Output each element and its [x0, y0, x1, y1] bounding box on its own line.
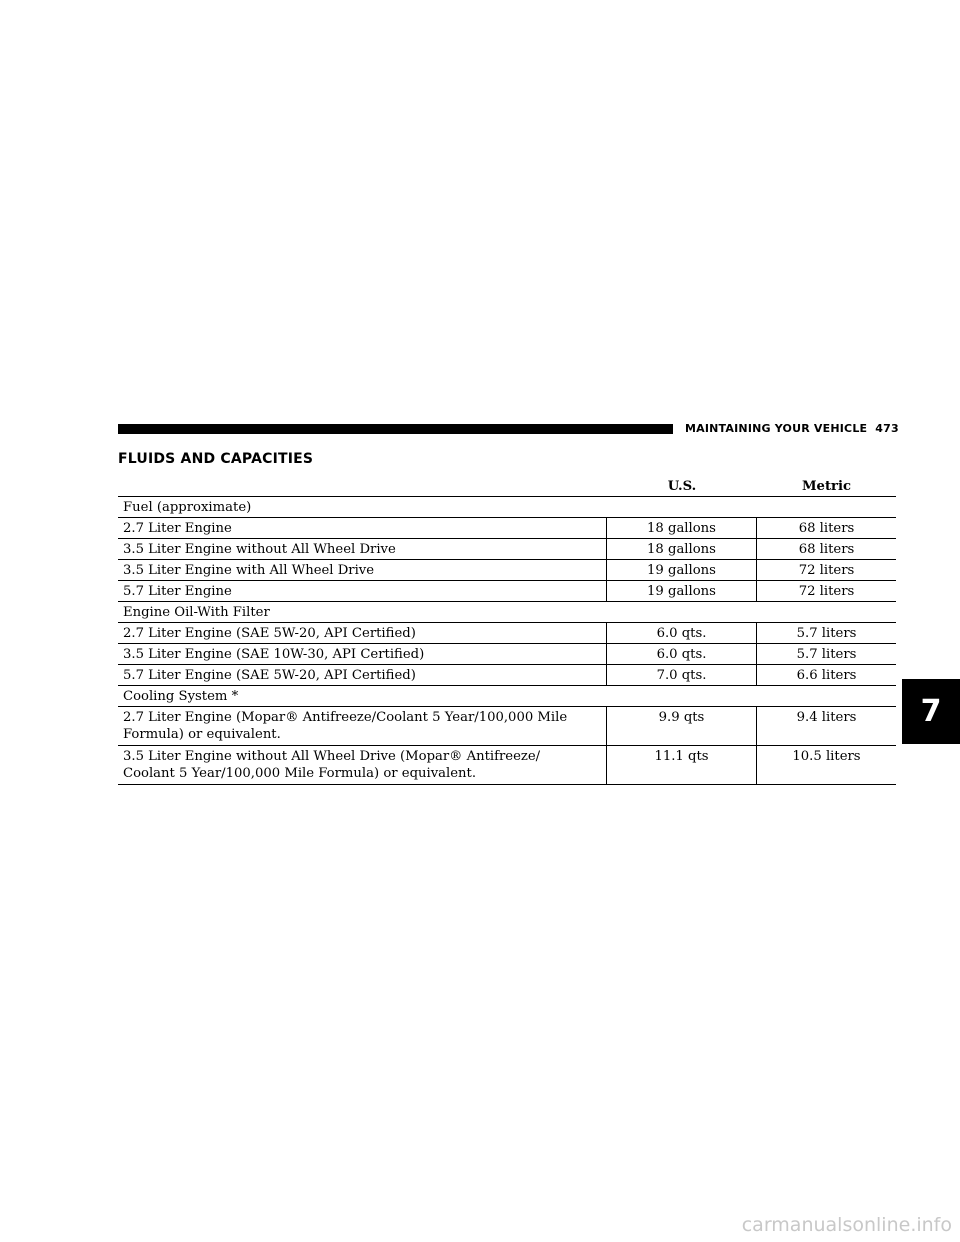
table-row [118, 665, 896, 686]
table-row [118, 707, 896, 746]
metric-value: 68 liters [798, 542, 855, 557]
us-value: 19 gallons [607, 581, 757, 601]
column-header-metric: Metric [801, 479, 852, 494]
metric-value: 6.6 liters [796, 668, 857, 683]
metric-value: 5.7 liters [796, 647, 857, 662]
us-value: 18 gallons [607, 518, 757, 538]
table-row [118, 581, 896, 602]
header-rule [118, 424, 673, 434]
metric-value: 72 liters [798, 584, 855, 599]
row-label: 5.7 Liter Engine [118, 581, 607, 601]
row-label-line-2: Formula) or equivalent. [123, 727, 281, 742]
us-value: 7.0 qts. [607, 665, 757, 685]
row-label: 2.7 Liter Engine (SAE 5W-20, API Certified) [118, 623, 607, 643]
page-number: 473 [875, 422, 899, 435]
header-spacer [118, 494, 607, 496]
row-label: 3.5 Liter Engine with All Wheel Drive [118, 560, 607, 580]
table-header-row [118, 474, 896, 497]
capacities-table [118, 474, 896, 785]
group-row-fuel [118, 497, 896, 518]
metric-value: 72 liters [798, 563, 855, 578]
chapter-tab: 7 [902, 679, 960, 744]
row-label: 2.7 Liter Engine [118, 518, 607, 538]
row-label-line-1: 2.7 Liter Engine (Mopar® Antifreeze/Coolant 5 Year/100,000 Mile [123, 710, 568, 725]
row-label: 5.7 Liter Engine (SAE 5W-20, API Certified) [118, 665, 607, 685]
metric-value: 5.7 liters [796, 626, 857, 641]
watermark: carmanualsonline.info [741, 1214, 952, 1236]
row-label-line-2: Coolant 5 Year/100,000 Mile Formula) or equivalent. [123, 766, 477, 781]
us-value: 18 gallons [607, 539, 757, 559]
metric-value: 9.4 liters [796, 710, 857, 725]
table-row [118, 560, 896, 581]
metric-value: 68 liters [798, 521, 855, 536]
table-row [118, 539, 896, 560]
group-label: Engine Oil-With Filter [123, 605, 270, 620]
table-row [118, 746, 896, 785]
us-value: 9.9 qts [607, 707, 757, 745]
header-section-title: MAINTAINING YOUR VEHICLE [685, 422, 868, 435]
row-label-line-1: 3.5 Liter Engine without All Wheel Drive (Mopar® Antifreeze/ [123, 749, 541, 764]
group-label: Fuel (approximate) [123, 500, 252, 515]
metric-value: 10.5 liters [792, 749, 861, 764]
us-value: 19 gallons [607, 560, 757, 580]
row-label: 3.5 Liter Engine (SAE 10W-30, API Certified) [118, 644, 607, 664]
us-value: 6.0 qts. [607, 623, 757, 643]
group-label: Cooling System * [123, 689, 239, 704]
column-header-us: U.S. [667, 479, 697, 494]
us-value: 11.1 qts [607, 746, 757, 784]
row-label: 3.5 Liter Engine without All Wheel Drive [118, 539, 607, 559]
table-row [118, 623, 896, 644]
row-label [118, 707, 607, 745]
running-header [685, 422, 899, 435]
row-label [118, 746, 607, 784]
us-value: 6.0 qts. [607, 644, 757, 664]
group-row-cooling-system [118, 686, 896, 707]
table-row [118, 518, 896, 539]
group-row-engine-oil [118, 602, 896, 623]
table-row [118, 644, 896, 665]
section-title: FLUIDS AND CAPACITIES [118, 451, 314, 467]
